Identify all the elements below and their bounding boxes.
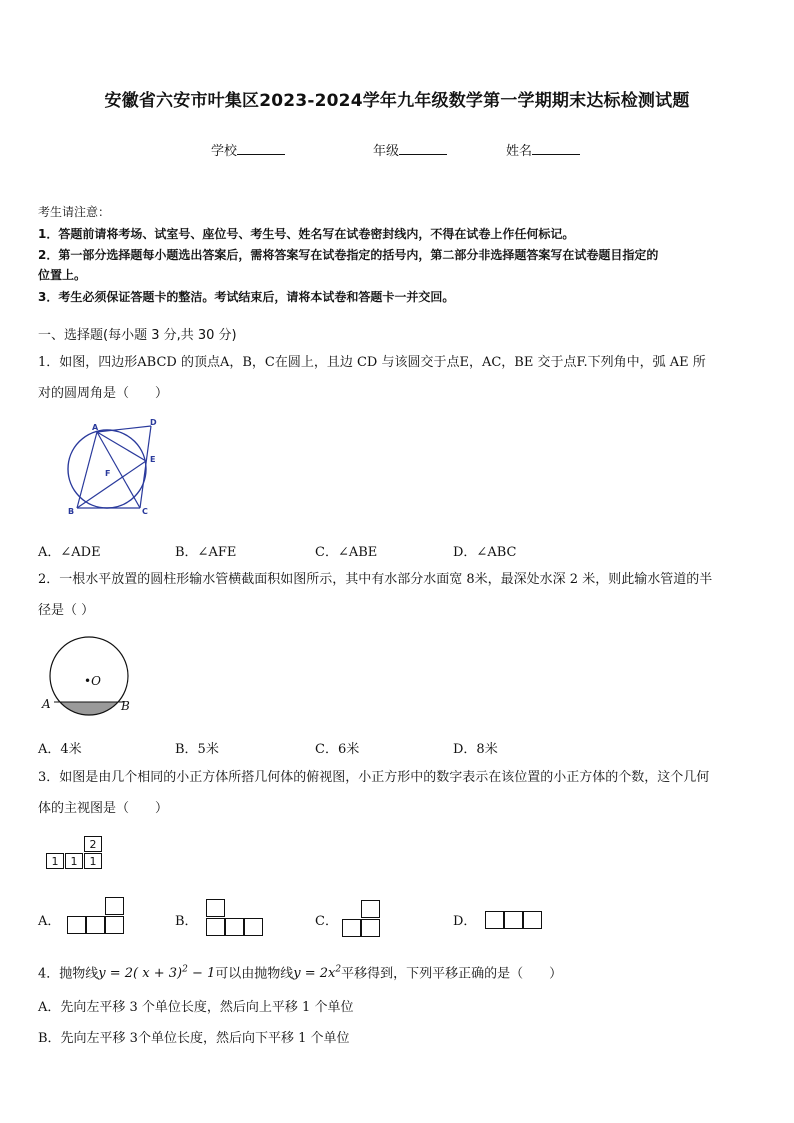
q2-option-b[interactable]: B．5米 [175,742,219,757]
q4-expr1-tail: − 1 [187,966,216,982]
q1-option-a[interactable]: A．∠ADE [38,545,101,560]
page-title: 安徽省六安市叶集区2023-2024学年九年级数学第一学期期末达标检测试题 [104,91,690,111]
q3-b-square [225,918,244,936]
q2-option-a[interactable]: A．4米 [38,742,82,757]
q1-option-b[interactable]: B．∠AFE [175,545,237,560]
q1-text-line1: 1．如图，四边形ABCD 的顶点A，B，C在圆上，且边 CD 与该圆交于点E，AC，BE 交于点F.下列角中，弧 AE 所 [38,355,706,370]
q3-grid-cell-1: 1 [46,853,64,869]
q3-c-square [361,900,380,918]
name-field [506,140,580,159]
q3-option-d-figure[interactable] [485,911,545,931]
notice-item-3: 3．考生必须保证答题卡的整洁。考试结束后，请将本试卷和答题卡一并交回。 [38,290,455,304]
q2-option-c[interactable]: C．6米 [315,742,360,757]
school-label: 学校 [211,144,238,159]
q3-text-line1: 3．如图是由几个相同的小正方体所搭几何体的俯视图，小正方形中的数字表示在该位置的小正方体的个数，这个几何 [38,770,710,785]
q1-segment-DC [140,426,151,508]
q3-option-b-figure[interactable] [206,899,266,939]
q3-grid-cell-2: 1 [65,853,83,869]
q1-figure [60,413,170,523]
q4-prefix: 4．抛物线 [38,966,99,982]
name-label: 姓名 [506,144,533,159]
q4-option-b[interactable]: B．先向左平移 3个单位长度，然后向下平移 1 个单位 [38,1031,350,1046]
q3-d-square [504,911,523,929]
grade-label: 年级 [373,144,400,159]
q3-option-b[interactable]: B． [175,914,198,929]
grade-field [373,140,447,159]
q3-top-view-grid [46,836,106,874]
notice-item-2-cont: 位置上。 [38,268,87,282]
q3-grid-cell-top: 2 [84,836,102,852]
q3-a-square [67,916,86,934]
q1-option-d[interactable]: D．∠ABC [453,545,517,560]
grade-blank [399,142,447,155]
notice-item-1: 1．答题前请将考场、试室号、座位号、考生号、姓名写在试卷密封线内，不得在试卷上作任何标记。 [38,227,575,241]
q3-b-square [206,899,225,917]
q3-b-square [244,918,263,936]
q1-label-D: D [150,418,157,427]
q3-a-square [86,916,105,934]
school-blank [237,142,285,155]
q3-option-c-figure[interactable] [342,900,384,940]
q4-expr1 [98,966,215,981]
q1-label-B: B [68,507,75,516]
q4-expr1-exponent: 2 [182,965,188,975]
school-field [211,140,285,159]
q4-expr2 [293,966,341,981]
q4-suffix: 平移得到，下列平移正确的是（ ） [341,966,563,982]
q3-c-square [361,919,380,937]
q3-d-square [523,911,542,929]
notice-item-2: 2．第一部分选择题每小题选出答案后，需将答案写在试卷指定的括号内，第二部分非选择题答案写在试卷题目指定的 [38,248,659,262]
q1-label-C: C [142,507,148,516]
q3-option-a[interactable]: A． [38,914,61,929]
q4-option-a[interactable]: A．先向左平移 3 个单位长度，然后向上平移 1 个单位 [38,1000,354,1015]
q2-text-line2: 径是（ ） [38,603,95,618]
section-heading: 一、选择题(每小题 3 分,共 30 分) [38,328,237,343]
q3-a-square [105,916,124,934]
q2-label-B: B [121,699,130,713]
q3-grid-cell-3: 1 [84,853,102,869]
q3-text-line2: 体的主视图是（ ） [38,801,169,816]
q4-expr2-main: y = 2x [293,966,336,982]
q3-d-square [485,911,504,929]
q2-label-O: •O [84,674,101,688]
q2-option-d[interactable]: D．8米 [453,742,498,757]
q4-expr1-main: y = 2( x + 3) [98,966,183,982]
q2-figure [38,635,138,720]
q2-label-A: A [42,697,51,711]
q4-mid: 可以由抛物线 [215,966,294,982]
name-blank [532,142,580,155]
q3-a-square [105,897,124,915]
q3-option-c[interactable]: C． [315,914,338,929]
q2-text-line1: 2．一根水平放置的圆柱形输水管横截面积如图所示，其中有水部分水面宽 8米，最深处水深 2 米，则此输水管道的半 [38,572,713,587]
q4-expr2-exponent: 2 [335,965,342,975]
q3-b-square [206,918,225,936]
q3-c-square [342,919,361,937]
q1-option-c[interactable]: C．∠ABE [315,545,378,560]
q1-segment-AD [97,426,151,432]
q3-option-a-figure[interactable] [67,897,127,937]
q1-text-line2: 对的圆周角是（ ） [38,386,169,401]
q1-label-E: E [150,455,156,464]
q4-text [38,962,562,982]
notice-heading: 考生请注意： [38,205,111,219]
q1-label-A: A [92,423,99,432]
q1-label-F: F [105,469,111,478]
q3-option-d[interactable]: D． [453,914,477,929]
